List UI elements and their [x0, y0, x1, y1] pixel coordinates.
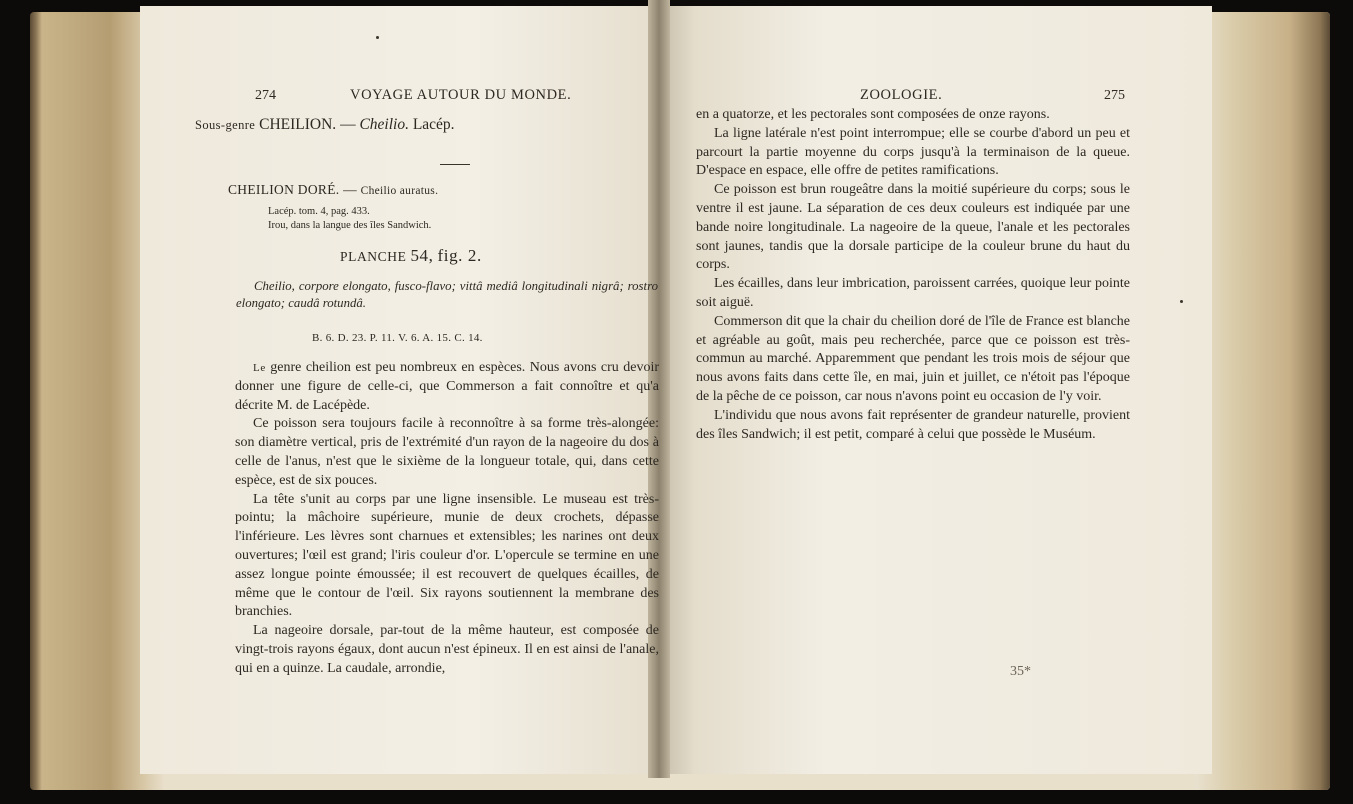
right-page-number: 275: [1104, 88, 1125, 103]
reference-line: Irou, dans la langue des îles Sandwich.: [268, 220, 432, 231]
reference-line: Lacép. tom. 4, pag. 433.: [268, 206, 370, 217]
paragraph: Ce poisson est brun rougeâtre dans la moitié supérieure du corps; sous le ventre il est jaune. La séparation de ces deux couleurs est indiquée par une bande noire longitudinale. La nageoire de la queue, l'anale et les pectorales sont jaunes, tandis que la dorsale participe de la couleur brune du haut du corps.: [696, 182, 1130, 273]
subgenus-heading: [195, 116, 455, 134]
plate-number: 54,: [410, 246, 434, 265]
subgenus-name: CHEILION.: [259, 116, 337, 133]
left-body-text: [235, 359, 659, 679]
paper-speck: [1180, 300, 1183, 303]
right-running-header: ZOOLOGIE.: [860, 87, 943, 103]
paper-speck: [376, 36, 379, 39]
plate-figure: fig. 2.: [437, 246, 482, 265]
plate-label: PLANCHE: [340, 249, 407, 264]
page-edges-right: [1195, 12, 1330, 790]
paragraph: Le genre cheilion est peu nombreux en espèces. Nous avons cru devoir donner une figure de celle-ci, que Commerson a fait connoître et qu'a décrite M. de Lacépède.: [235, 360, 659, 413]
subgenus-latin: Cheilio.: [359, 116, 409, 133]
species-name: CHEILION DORÉ.: [228, 182, 340, 197]
paragraph: Ce poisson sera toujours facile à reconnoître à sa forme très-alongée: son diamètre vertical, pris de l'extrémité d'un rayon de la nageoire du dos à celle de l'anus, n'est que le sixième de la longueur totale, qui, dans cette espèce, est de six pouces.: [235, 416, 659, 488]
fin-formula: B. 6. D. 23. P. 11. V. 6. A. 15. C. 14.: [312, 332, 483, 344]
paragraph: Commerson dit que la chair du cheilion doré de l'île de France est blanche et agréable au goût, mais peu recherchée, parce que ce poisson est très-commun au marché. Apparemment que pendant les trois mois de séjour que nous avons faits dans cette île, en mai, juin et juillet, ce n'étoit pas l'époque de la pêche de ce poisson, car nous n'avons point eu occasion de l'y voir.: [696, 313, 1130, 404]
species-dash: —: [343, 182, 357, 197]
latin-description: Cheilio, corpore elongato, fusco-flavo; vittâ mediâ longitudinali nigrâ; rostro elongato; caudâ rotundâ.: [236, 279, 658, 310]
lead-word: Le: [253, 362, 266, 374]
paragraph: La tête s'unit au corps par une ligne insensible. Le museau est très-pointu; la mâchoire supérieure, munie de deux crochets, dépasse l'inférieure. Les lèvres sont charnues et extensibles; les narines ont deux ouvertures; l'œil est grand; l'iris couleur d'or. L'opercule se termine en une assez longue pointe émoussée; il est recouvert de quelques écailles, de même que le contour de l'œil. Six rayons soutiennent la membrane des branchies.: [235, 491, 659, 620]
plate-reference: [340, 246, 482, 266]
heading-rule: [440, 164, 470, 165]
paragraph: La nageoire dorsale, par-tout de la même hauteur, est composée de vingt-trois rayons égaux, dont aucun n'est épineux. Il en est ainsi de l'anale, qui en a quinze. La caudale, arrondie,: [235, 623, 659, 676]
signature-mark: 35*: [1010, 664, 1031, 679]
species-heading: [228, 182, 438, 198]
left-running-header: VOYAGE AUTOUR DU MONDE.: [350, 87, 572, 103]
subgenus-prefix: Sous-genre: [195, 118, 256, 132]
right-body-text: [696, 106, 1130, 444]
species-latin: Cheilio auratus.: [360, 185, 439, 197]
paragraph: en a quatorze, et les pectorales sont composées de onze rayons.: [696, 107, 1050, 122]
paragraph: L'individu que nous avons fait représenter de grandeur naturelle, provient des îles Sandwich; il est petit, comparé à celui que possède le Muséum.: [696, 407, 1130, 442]
left-page-number: 274: [255, 88, 276, 103]
subgenus-dash: —: [340, 116, 356, 133]
paragraph: La ligne latérale n'est point interrompue; elle se courbe d'abord un peu et parcourt la partie moyenne du corps jusqu'à la terminaison de la queue. D'espace en espace, elle offre de petites ramifications.: [696, 125, 1130, 179]
subgenus-author: Lacép.: [412, 116, 455, 133]
paragraph: Les écailles, dans leur imbrication, paroissent carrées, quoique leur pointe soit aiguë.: [696, 276, 1130, 310]
